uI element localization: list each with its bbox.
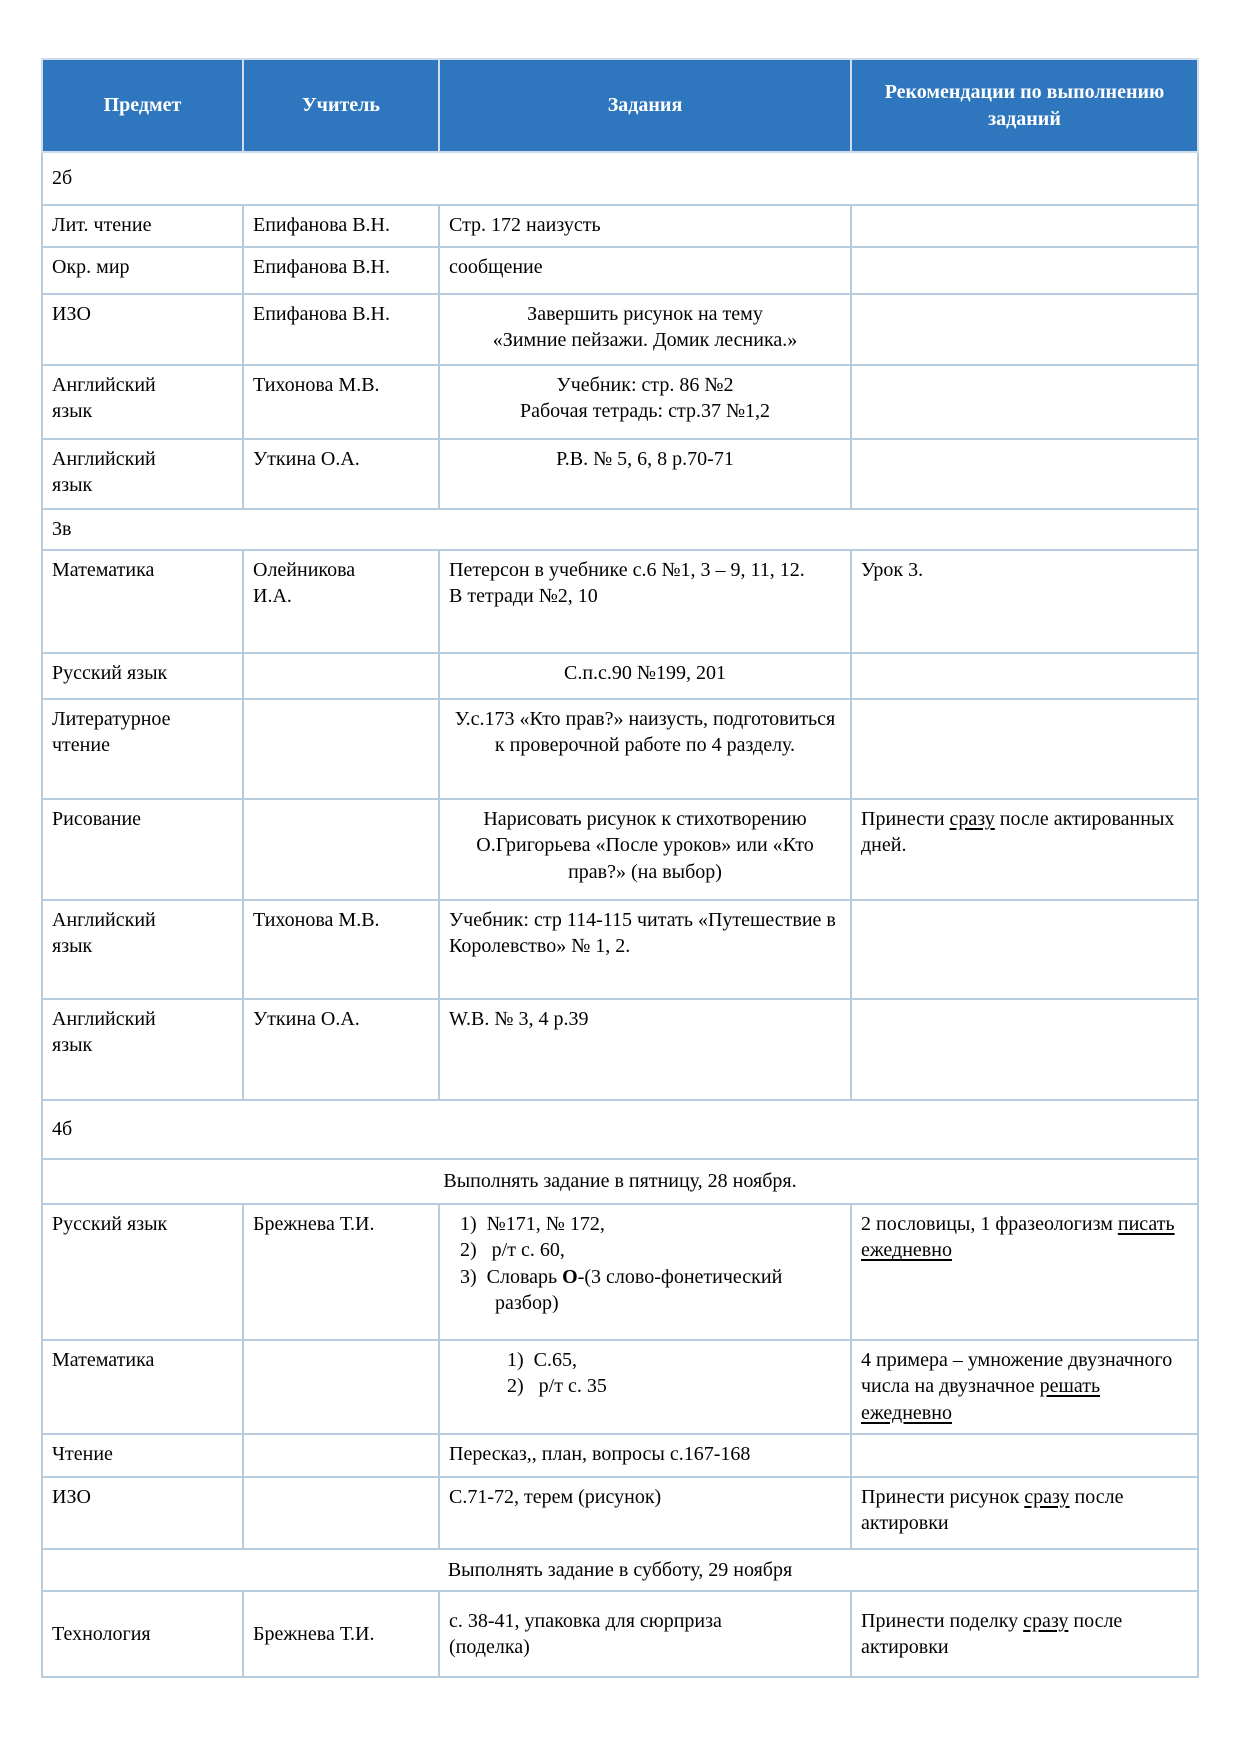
cell-teacher	[243, 550, 439, 653]
text-segment: Нарисовать рисунок к стихотворению О.Григорьева «После уроков» или «Кто прав?» (на выбор)	[476, 808, 814, 883]
cell-recommendation	[851, 799, 1198, 900]
cell-recommendation	[851, 999, 1198, 1100]
cell-tasks	[439, 1434, 851, 1477]
text-segment: Епифанова В.Н.	[253, 256, 391, 278]
cell-teacher	[243, 205, 439, 247]
text-line	[861, 557, 1188, 583]
text-segment: Епифанова В.Н.	[253, 214, 391, 236]
text-segment: после актировки	[861, 1486, 1124, 1535]
homework-table	[41, 58, 1199, 1678]
text-line	[449, 327, 841, 353]
cell-subject	[42, 247, 243, 294]
text-line	[52, 660, 233, 686]
text-line	[449, 1006, 841, 1032]
text-line	[449, 706, 841, 759]
underlined-text: сразу	[949, 808, 995, 830]
table-row	[42, 1591, 1198, 1677]
text-segment: Петерсон в учебнике с.6 №1, 3 – 9, 11, 12.	[449, 559, 805, 581]
text-segment: Английский	[52, 909, 156, 931]
text-line	[52, 933, 233, 959]
text-segment: 4 примера – умножение двузначного числа на двузначное	[861, 1349, 1173, 1398]
text-line	[52, 301, 233, 327]
text-segment: Чтение	[52, 1443, 113, 1465]
cell-teacher	[243, 365, 439, 439]
cell-subject	[42, 205, 243, 247]
table-row	[42, 699, 1198, 799]
table-row	[42, 900, 1198, 999]
text-segment: Олейникова	[253, 559, 356, 581]
text-line	[52, 732, 233, 758]
text-segment: Уткина О.А.	[253, 1008, 360, 1030]
text-line	[52, 706, 233, 732]
cell-subject	[42, 439, 243, 509]
cell-subject	[42, 294, 243, 365]
text-segment: Принести	[861, 808, 950, 830]
text-segment: Английский	[52, 1008, 156, 1030]
text-line	[52, 1441, 233, 1467]
cell-tasks	[439, 1477, 851, 1549]
cell-recommendation	[851, 294, 1198, 365]
table-row	[42, 1434, 1198, 1477]
text-line	[449, 372, 841, 398]
cell-tasks	[439, 1340, 851, 1434]
table-row	[42, 365, 1198, 439]
text-line	[861, 1484, 1188, 1537]
cell-subject	[42, 653, 243, 699]
cell-subject	[42, 999, 243, 1100]
text-line	[449, 1441, 841, 1467]
header-row	[42, 59, 1198, 152]
text-line	[253, 583, 429, 609]
text-line	[52, 557, 233, 583]
text-segment: Р.В. № 5, 6, 8 р.70-71	[556, 448, 734, 470]
cell-tasks	[439, 247, 851, 294]
table-row	[42, 1204, 1198, 1340]
note-row	[42, 1549, 1198, 1591]
cell-recommendation	[851, 900, 1198, 999]
text-segment: Окр. мир	[52, 256, 130, 278]
text-line	[253, 907, 429, 933]
text-segment: с. 38-41, упаковка для сюрприза	[449, 1609, 722, 1632]
cell-teacher	[243, 1340, 439, 1434]
text-line	[449, 1608, 841, 1634]
text-segment: Технология	[52, 1622, 151, 1645]
text-line	[449, 660, 841, 686]
text-segment: Епифанова В.Н.	[253, 303, 391, 325]
text-line	[449, 446, 841, 472]
text-segment: 2) р/т с. 35	[507, 1375, 607, 1398]
text-segment: Уткина О.А.	[253, 448, 360, 470]
cell-recommendation	[851, 365, 1198, 439]
cell-subject	[42, 1477, 243, 1549]
cell-recommendation	[851, 1477, 1198, 1549]
cell-tasks	[439, 999, 851, 1100]
column-header-tasks: Задания	[439, 59, 851, 152]
document-sheet	[41, 58, 1199, 1678]
cell-tasks	[439, 550, 851, 653]
cell-recommendation	[851, 550, 1198, 653]
text-segment: Русский язык	[52, 662, 168, 684]
text-line	[449, 301, 841, 327]
section-label: 4б	[42, 1100, 1198, 1159]
text-line	[253, 212, 429, 238]
text-segment: ИЗО	[52, 1486, 91, 1508]
text-line	[52, 1006, 233, 1032]
text-segment: после актировки	[861, 1609, 1123, 1658]
table-row	[42, 1340, 1198, 1434]
text-line	[253, 446, 429, 472]
column-header-teacher: Учитель	[243, 59, 439, 152]
text-segment: Лит. чтение	[52, 214, 152, 236]
text-line	[52, 446, 233, 472]
text-segment: язык	[52, 1034, 93, 1057]
cell-subject	[42, 1591, 243, 1677]
cell-teacher	[243, 699, 439, 799]
cell-recommendation	[851, 1591, 1198, 1677]
text-line	[861, 1211, 1188, 1264]
table-row	[42, 247, 1198, 294]
cell-teacher	[243, 1477, 439, 1549]
text-segment: С.71-72, терем (рисунок)	[449, 1486, 662, 1508]
text-segment: Математика	[52, 559, 155, 581]
cell-tasks	[439, 799, 851, 900]
text-line	[253, 557, 429, 583]
text-segment: Учебник: стр. 86 №2	[556, 374, 734, 396]
text-segment: язык	[52, 474, 93, 497]
cell-subject	[42, 1204, 243, 1340]
section-row	[42, 1100, 1198, 1159]
cell-teacher	[243, 999, 439, 1100]
text-line	[52, 398, 233, 424]
underlined-text: сразу	[1024, 1486, 1070, 1508]
text-segment: Принести рисунок	[861, 1486, 1025, 1508]
text-segment: 1) №171, № 172,	[460, 1213, 605, 1235]
section-label: 2б	[42, 152, 1198, 205]
text-segment: -(3 слово-фонетический разбор)	[495, 1265, 783, 1315]
text-segment: 1) С.65,	[507, 1349, 577, 1371]
text-segment: Брежнева Т.И.	[253, 1622, 375, 1645]
text-segment: Рабочая тетрадь: стр.37 №1,2	[519, 400, 771, 423]
column-header-recommendations: Рекомендации по выполнению заданий	[851, 59, 1198, 152]
text-segment: чтение	[52, 734, 110, 757]
cell-tasks	[439, 1204, 851, 1340]
text-segment: после актированных дней.	[861, 808, 1175, 857]
text-segment: Математика	[52, 1349, 155, 1371]
cell-tasks	[439, 699, 851, 799]
text-segment: Урок 3.	[861, 559, 924, 581]
table-body	[42, 152, 1198, 1677]
text-line	[52, 472, 233, 498]
cell-tasks	[439, 900, 851, 999]
text-line	[449, 1484, 841, 1510]
table-row	[42, 999, 1198, 1100]
text-segment: сообщение	[449, 256, 543, 278]
table-row	[42, 439, 1198, 509]
text-line	[253, 1006, 429, 1032]
cell-recommendation	[851, 205, 1198, 247]
text-segment: W.В. № 3, 4 р.39	[449, 1008, 589, 1030]
text-segment: Английский	[52, 448, 156, 470]
cell-recommendation	[851, 247, 1198, 294]
note-row	[42, 1159, 1198, 1204]
cell-tasks	[439, 1591, 851, 1677]
note-text: Выполнять задание в субботу, 29 ноября	[42, 1549, 1198, 1591]
text-line	[52, 806, 233, 832]
text-line	[52, 1484, 233, 1510]
cell-recommendation	[851, 439, 1198, 509]
text-segment: Принести поделку	[861, 1609, 1024, 1632]
text-segment: В тетради №2, 10	[449, 585, 598, 608]
text-line	[449, 1211, 841, 1237]
text-segment: У.с.173 «Кто прав?» наизусть, подготовиться к проверочной работе по 4 разделу.	[454, 708, 836, 757]
text-line	[449, 1634, 841, 1660]
text-segment: язык	[52, 935, 93, 958]
text-line	[449, 254, 841, 280]
text-segment: ИЗО	[52, 303, 91, 325]
cell-subject	[42, 1340, 243, 1434]
text-line	[253, 372, 429, 398]
text-line	[449, 1237, 841, 1263]
text-segment: Английский	[52, 374, 156, 396]
text-segment: «Зимние пейзажи. Домик лесника.»	[492, 329, 798, 352]
text-segment: язык	[52, 400, 93, 423]
table-row	[42, 205, 1198, 247]
table-header	[42, 59, 1198, 152]
text-line	[52, 212, 233, 238]
text-line	[52, 1347, 233, 1373]
column-header-subject: Предмет	[42, 59, 243, 152]
cell-tasks	[439, 653, 851, 699]
text-line	[449, 583, 841, 609]
text-segment: С.п.с.90 №199, 201	[563, 662, 726, 684]
text-line	[253, 301, 429, 327]
section-row	[42, 509, 1198, 550]
cell-recommendation	[851, 1204, 1198, 1340]
text-line	[52, 372, 233, 398]
text-segment: (поделка)	[449, 1636, 530, 1658]
cell-teacher	[243, 294, 439, 365]
table-row	[42, 653, 1198, 699]
cell-subject	[42, 900, 243, 999]
underlined-text: сразу	[1023, 1609, 1069, 1632]
cell-subject	[42, 365, 243, 439]
cell-teacher	[243, 247, 439, 294]
underlined-text: решать ежедневно	[861, 1375, 1101, 1424]
text-segment: Учебник: стр 114-115 читать «Путешествие в Королевство» № 1, 2.	[449, 909, 836, 958]
text-segment: Тихонова М.В.	[253, 374, 380, 396]
cell-teacher	[243, 1434, 439, 1477]
text-segment: Пересказ,, план, вопросы с.167-168	[449, 1443, 751, 1465]
text-line	[253, 1211, 429, 1237]
text-segment: И.А.	[253, 585, 292, 608]
cell-teacher	[243, 900, 439, 999]
text-line	[253, 1621, 429, 1647]
section-label: 3в	[42, 509, 1198, 550]
section-row	[42, 152, 1198, 205]
text-line	[496, 1347, 841, 1373]
cell-recommendation	[851, 699, 1198, 799]
cell-recommendation	[851, 1434, 1198, 1477]
text-line	[449, 212, 841, 238]
text-line	[496, 1373, 841, 1399]
text-segment: Русский язык	[52, 1213, 168, 1235]
text-line	[449, 907, 841, 960]
cell-recommendation	[851, 653, 1198, 699]
text-line	[861, 1347, 1188, 1426]
cell-tasks	[439, 205, 851, 247]
text-line	[52, 254, 233, 280]
cell-subject	[42, 550, 243, 653]
text-segment: 3) Словарь	[460, 1265, 563, 1288]
text-line	[449, 1264, 841, 1317]
text-segment: 2) р/т с. 60,	[460, 1239, 565, 1262]
underlined-text: писать ежедневно	[861, 1213, 1175, 1262]
cell-subject	[42, 1434, 243, 1477]
bold-text: О	[562, 1265, 578, 1288]
text-segment: 2 пословицы, 1 фразеологизм	[861, 1213, 1118, 1235]
text-line	[52, 1032, 233, 1058]
cell-teacher	[243, 799, 439, 900]
table-row	[42, 1477, 1198, 1549]
text-line	[449, 557, 841, 583]
table-row	[42, 799, 1198, 900]
text-segment: Рисование	[52, 808, 142, 830]
text-line	[861, 1608, 1188, 1661]
text-segment: Завершить рисунок на тему	[527, 303, 763, 325]
cell-tasks	[439, 439, 851, 509]
text-line	[861, 806, 1188, 859]
cell-tasks	[439, 365, 851, 439]
cell-teacher	[243, 653, 439, 699]
text-segment: Литературное	[52, 708, 171, 730]
cell-subject	[42, 799, 243, 900]
text-line	[449, 806, 841, 885]
note-text: Выполнять задание в пятницу, 28 ноября.	[42, 1159, 1198, 1204]
text-line	[52, 1621, 233, 1647]
cell-subject	[42, 699, 243, 799]
table-row	[42, 294, 1198, 365]
text-line	[52, 907, 233, 933]
cell-recommendation	[851, 1340, 1198, 1434]
text-line	[52, 1211, 233, 1237]
cell-teacher	[243, 1591, 439, 1677]
cell-tasks	[439, 294, 851, 365]
text-segment: Стр. 172 наизусть	[449, 214, 601, 236]
cell-teacher	[243, 1204, 439, 1340]
cell-teacher	[243, 439, 439, 509]
text-line	[449, 398, 841, 424]
text-segment: Брежнева Т.И.	[253, 1213, 375, 1235]
text-line	[253, 254, 429, 280]
table-row	[42, 550, 1198, 653]
text-segment: Тихонова М.В.	[253, 909, 380, 931]
